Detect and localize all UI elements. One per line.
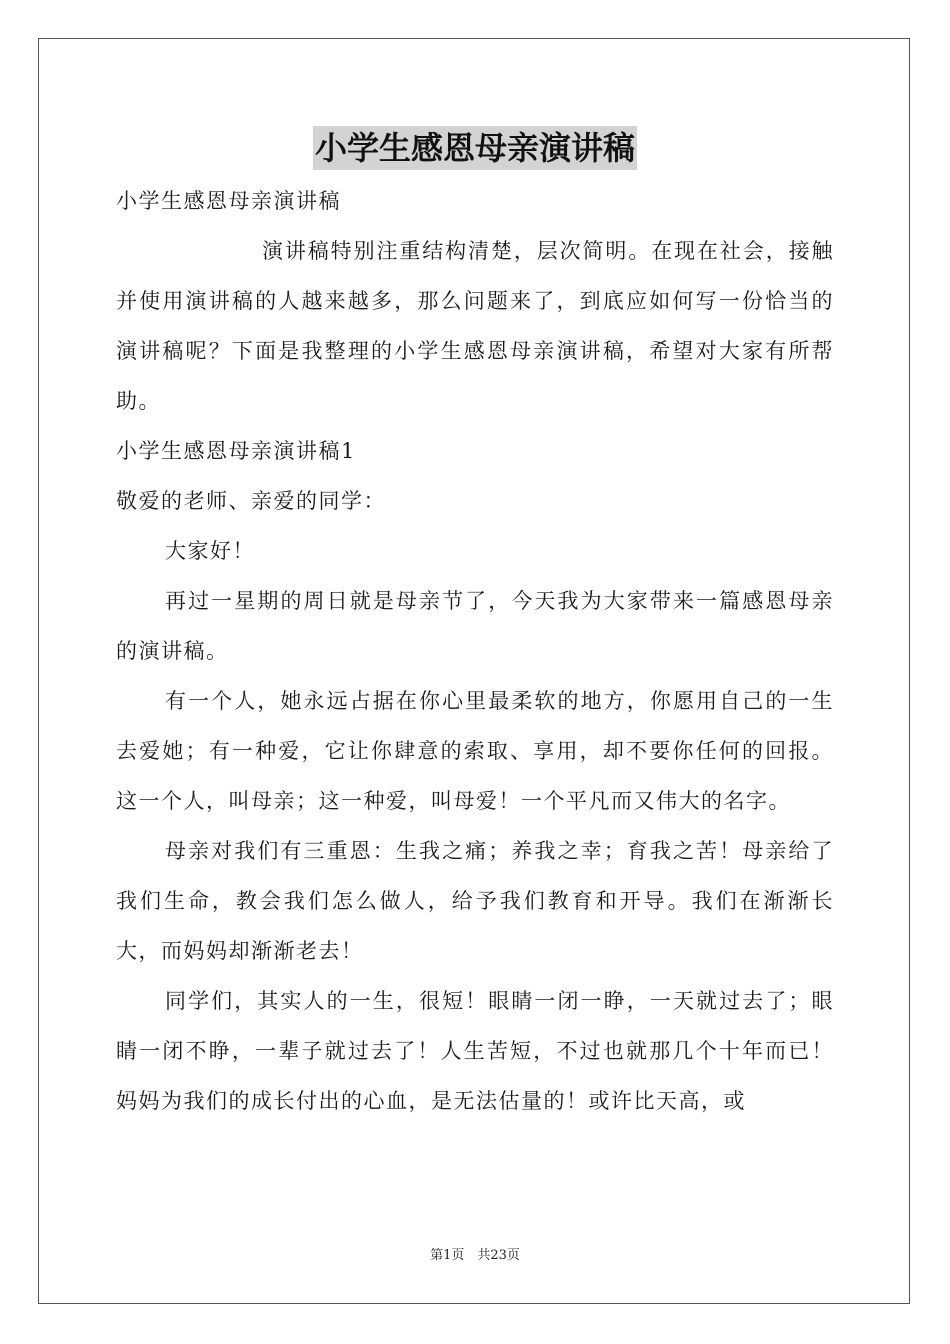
body-paragraph: 有一个人，她永远占据在你心里最柔软的地方，你愿用自己的一生去爱她；有一种爱，它让你肆意的索取、享用，却不要你任何的回报。这一个人，叫母亲；这一种爱，叫母爱！一个平凡而又伟大的名字。: [116, 689, 834, 813]
document-title: 小学生感恩母亲演讲稿: [313, 126, 637, 170]
subtitle-paragraph: 小学生感恩母亲演讲稿: [116, 189, 341, 213]
body-paragraph: 母亲对我们有三重恩：生我之痛；养我之幸；育我之苦！母亲给了我们生命，教会我们怎么做人，给予我们教育和开导。我们在渐渐长大，而妈妈却渐渐老去！: [116, 839, 834, 963]
body-paragraph: 再过一星期的周日就是母亲节了，今天我为大家带来一篇感恩母亲的演讲稿。: [116, 589, 834, 663]
greeting-paragraph: 大家好！: [165, 539, 255, 563]
title-container: [0, 126, 950, 170]
salutation-paragraph: 敬爱的老师、亲爱的同学：: [116, 489, 386, 513]
document-body: [116, 176, 834, 1126]
body-paragraph: 同学们，其实人的一生，很短！眼睛一闭一睁，一天就过去了；眼睛一闭不睁，一辈子就过去了！人生苦短，不过也就那几个十年而已！妈妈为我们的成长付出的心血，是无法估量的！或许比天高，或: [116, 989, 834, 1113]
intro-paragraph: 演讲稿特别注重结构清楚，层次简明。在现在社会，接触并使用演讲稿的人越来越多，那么问题来了，到底应如何写一份恰当的演讲稿呢？下面是我整理的小学生感恩母亲演讲稿，希望对大家有所帮助。: [116, 239, 834, 413]
page-footer: 第1页 共23页: [430, 1248, 520, 1263]
section-heading: 小学生感恩母亲演讲稿1: [116, 439, 356, 463]
